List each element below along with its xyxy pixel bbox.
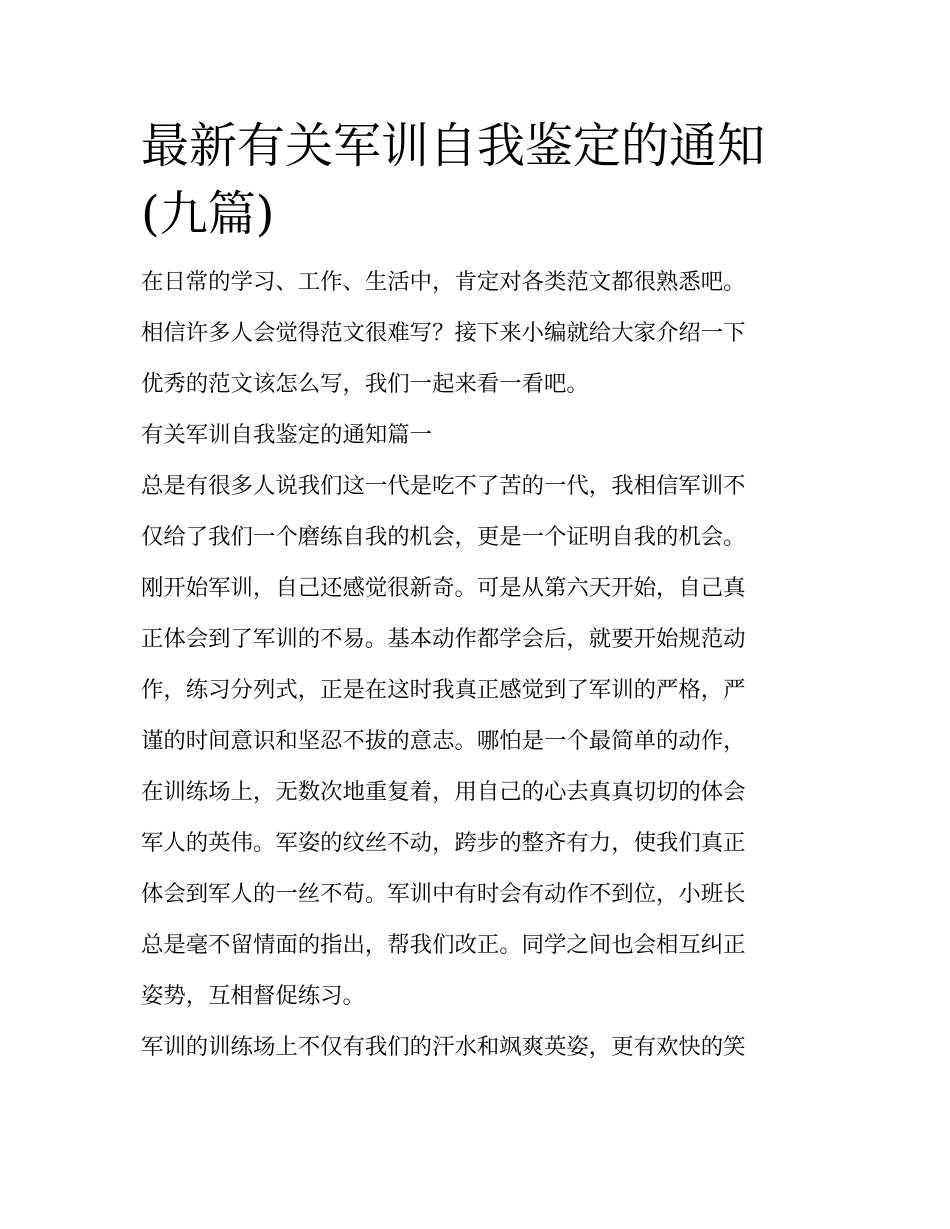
document-body bbox=[141, 112, 813, 1073]
text-line: 相信许多人会觉得范文很难写？接下来小编就给大家介绍一下 bbox=[141, 320, 746, 346]
body-paragraph bbox=[141, 461, 813, 1022]
text-line: 正体会到了军训的不易。基本动作都学会后，就要开始规范动 bbox=[141, 626, 746, 652]
text-line: 作，练习分列式，正是在这时我真正感觉到了军训的严格，严 bbox=[141, 677, 746, 703]
document-title bbox=[141, 112, 813, 248]
text-line: 体会到军人的一丝不苟。军训中有时会有动作不到位，小班长 bbox=[141, 881, 746, 907]
section-heading: 有关军训自我鉴定的通知篇一 bbox=[141, 422, 433, 448]
text-line: 军训的训练场上不仅有我们的汗水和飒爽英姿，更有欢快的笑 bbox=[141, 1034, 746, 1060]
title-line: 最新有关军训自我鉴定的通知 bbox=[141, 118, 766, 174]
title-line: (九篇) bbox=[141, 186, 275, 242]
text-line: 在日常的学习、工作、生活中，肯定对各类范文都很熟悉吧。 bbox=[141, 269, 746, 295]
text-line: 仅给了我们一个磨练自我的机会，更是一个证明自我的机会。 bbox=[141, 524, 746, 550]
text-line: 刚开始军训，自己还感觉很新奇。可是从第六天开始，自己真 bbox=[141, 575, 746, 601]
body-paragraph bbox=[141, 1022, 813, 1073]
text-line: 姿势，互相督促练习。 bbox=[141, 983, 365, 1009]
text-line: 在训练场上，无数次地重复着，用自己的心去真真切切的体会 bbox=[141, 779, 746, 805]
text-line: 优秀的范文该怎么写，我们一起来看一看吧。 bbox=[141, 371, 589, 397]
text-line: 总是毫不留情面的指出，帮我们改正。同学之间也会相互纠正 bbox=[141, 932, 746, 958]
text-line: 总是有很多人说我们这一代是吃不了苦的一代，我相信军训不 bbox=[141, 473, 746, 499]
text-line: 军人的英伟。军姿的纹丝不动，跨步的整齐有力，使我们真正 bbox=[141, 830, 746, 856]
text-line: 谨的时间意识和坚忍不拔的意志。哪怕是一个最简单的动作， bbox=[141, 728, 746, 754]
intro-paragraph bbox=[141, 257, 813, 410]
